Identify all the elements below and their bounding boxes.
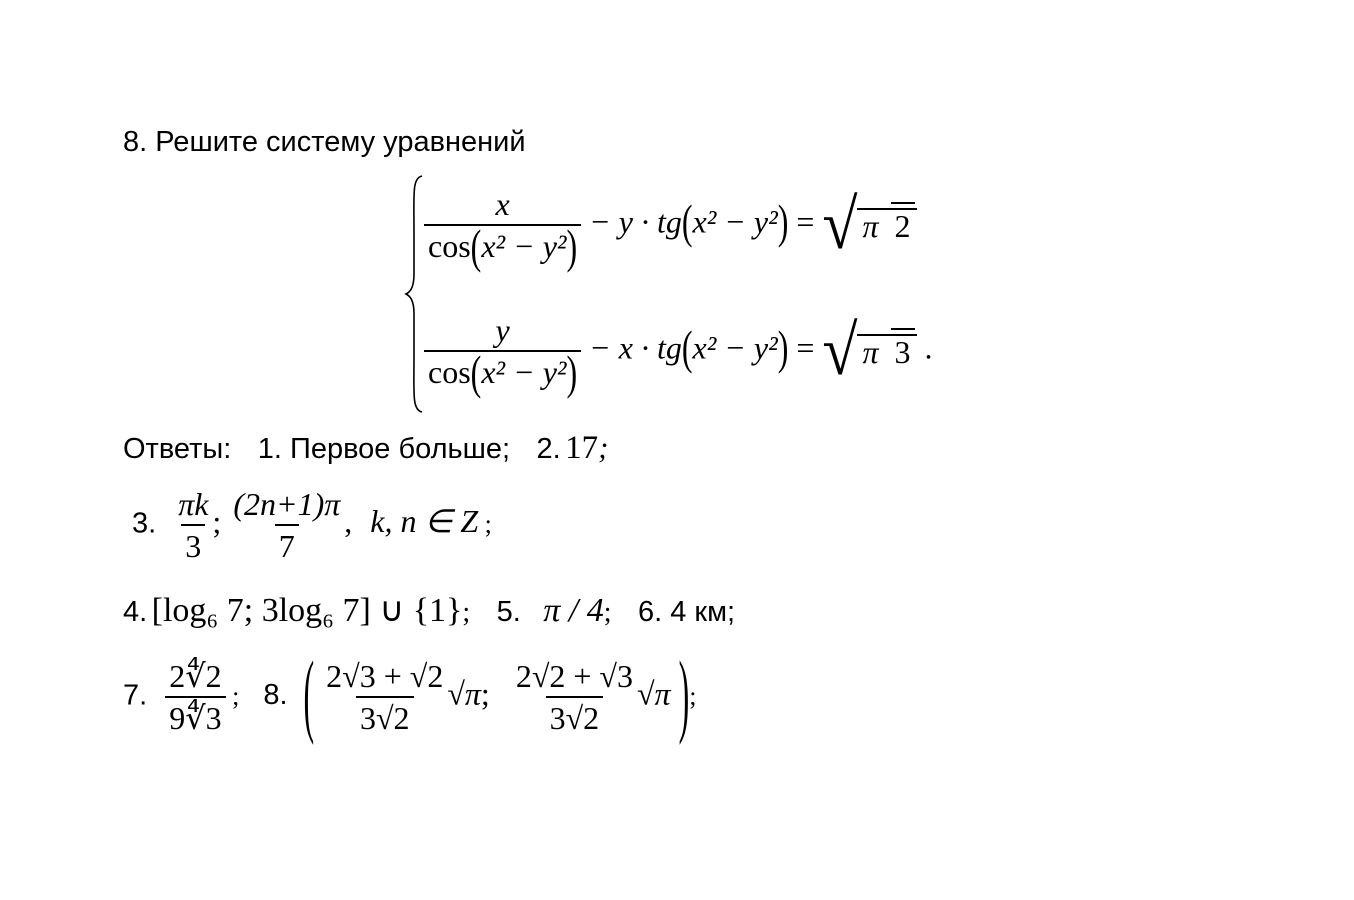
eq2-cos: cos: [428, 354, 471, 390]
eq1-arg: x² − y²: [692, 203, 778, 240]
answer-1: 1. Первое больше;: [257, 433, 511, 465]
a3-f2-den: 7: [275, 524, 299, 562]
a8-mult-2: √π: [636, 675, 671, 712]
answer-2-sep: ;: [598, 430, 609, 465]
eq1-middle: − y · tg: [589, 203, 682, 240]
answer-8-label: 8.: [263, 679, 288, 712]
answer-3-label: 3.: [132, 507, 157, 540]
answer-3-frac-2: [229, 488, 344, 562]
equation-1: $\frac{x}{\text{cos(x² − y²)}}$ − y · tg(x² − y²) = √ π 2: [424, 188, 917, 262]
answer-4-label: 4.: [123, 596, 148, 628]
eq2-rhs: [857, 334, 917, 368]
answer-5-value: π / 4: [543, 592, 604, 629]
answer-3: 3. $\frac{\pi k}{3}$ ; $\frac{(2n+1)\pi}{7}$ , k, n ∈ Z ;: [132, 486, 492, 564]
a8-f2-den: 3√2: [546, 696, 604, 734]
answers-line-1: [123, 430, 608, 467]
answer-8-frac-2: [512, 660, 637, 734]
answer-7-label: 7.: [123, 679, 148, 712]
eq2-arg: x² − y²: [692, 329, 778, 366]
answer-3-condition: k, n ∈ Z: [370, 503, 479, 540]
answer-2-value: 17: [565, 430, 599, 466]
eq1-den-arg: x² − y²: [481, 228, 567, 264]
a8-f1-den: 3√2: [356, 696, 414, 734]
a8-f1-num: 2√3 + √2: [326, 658, 444, 694]
answer-2-label: 2.: [536, 433, 561, 465]
a7-num: 2∜2: [169, 658, 222, 694]
a3-f2-num: (2n+1)π: [233, 486, 341, 522]
answer-8-frac-1: [322, 660, 447, 734]
eq2-end-dot: .: [924, 329, 933, 366]
eq1-rhs: [857, 208, 917, 242]
answer-4-value: [log₆ 7; 3log₆ 7] ∪ {1}: [151, 592, 463, 629]
answer-7-frac: [165, 660, 225, 734]
eq2-rhs-den: 3: [891, 328, 915, 370]
a8-left-paren: (: [303, 641, 315, 746]
answers-line-7: 7. $\frac{2∜2}{9∜3}$ ; 8. ( $\frac{2√3 + √2}{3√2}$ √π; $\frac{2√2 + √3}{3√2}$ √π );: [123, 641, 697, 746]
problem-title: 8. Решите систему уравнений: [123, 126, 526, 158]
eq1-numerator: x: [495, 186, 510, 222]
a8-f2-num: 2√2 + √3: [515, 658, 633, 694]
eq1-cos: cos: [428, 228, 471, 264]
answer-5-label: 5.: [496, 596, 521, 628]
a8-mult-1: √π: [447, 675, 481, 712]
answers-line-4: 4. [log₆ 7; 3log₆ 7] ∪ {1}; 5. π / 4; 6. 4 км;: [123, 592, 736, 629]
system-brace: [404, 174, 426, 414]
eq2-fraction: $\frac{y}{\text{cos(x² − y²)}}$: [424, 314, 581, 388]
a3-f1-num: πk: [178, 486, 209, 522]
a3-f1-den: 3: [181, 524, 205, 562]
eq2-numerator: y: [495, 312, 510, 348]
eq2-middle: − x · tg: [589, 329, 682, 366]
eq1-sqrt-icon: √: [822, 185, 858, 264]
eq1-rhs-num: π: [862, 208, 879, 244]
eq1-rhs-den: 2: [891, 202, 915, 244]
eq2-den-arg: x² − y²: [481, 354, 567, 390]
a7-den: 9∜3: [165, 696, 225, 734]
answers-label: Ответы:: [123, 433, 232, 465]
eq2-rhs-num: π: [862, 334, 879, 370]
a8-right-paren: ): [678, 641, 690, 746]
equation-2: $\frac{y}{\text{cos(x² − y²)}}$ − x · tg(x² − y²) = √ π 3 .: [424, 314, 933, 388]
eq2-sqrt-icon: √: [822, 311, 858, 390]
answer-3-frac-1: [174, 488, 212, 562]
answer-6: 6. 4 км;: [637, 596, 736, 628]
eq1-fraction: $\frac{x}{\text{cos(x² − y²)}}$: [424, 188, 581, 262]
